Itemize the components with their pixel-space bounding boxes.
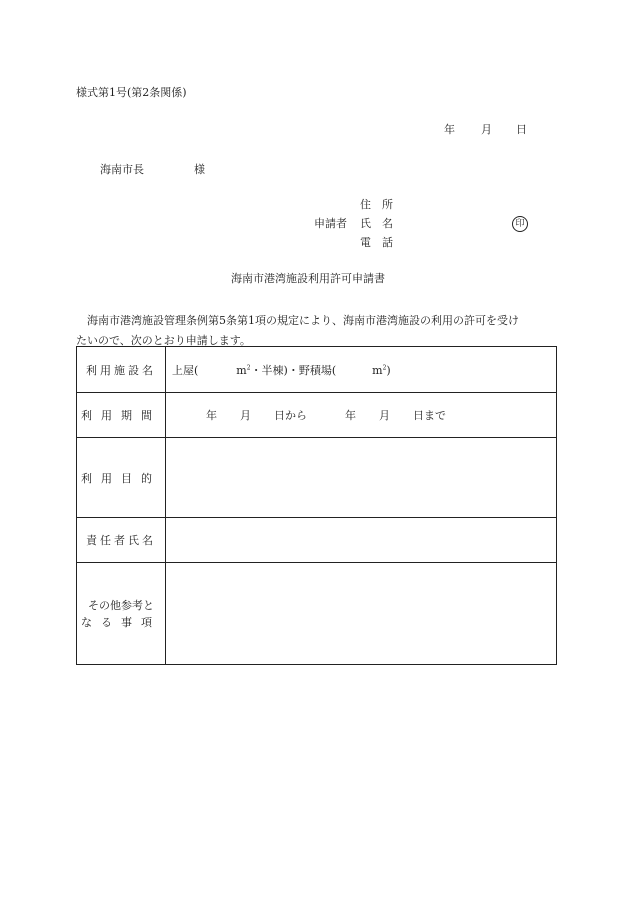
period-year1: 年 — [206, 409, 217, 422]
application-table — [76, 346, 557, 665]
date-month: 月 — [481, 123, 492, 136]
responsible-value[interactable] — [166, 518, 557, 563]
date-day: 日 — [516, 123, 527, 136]
address-label: 住 所 — [360, 198, 393, 211]
facility-unit1: m — [236, 363, 247, 377]
body-line-2: たいので、次のとおり申請します。 — [76, 334, 251, 347]
phone-label: 電 話 — [360, 236, 393, 249]
responsible-label: 責任者氏名 — [77, 518, 166, 563]
facility-label: 利用施設名 — [77, 347, 166, 393]
period-year2: 年 — [345, 409, 356, 422]
row-purpose — [77, 438, 557, 518]
facility-part2: ・半棟)・野積場( — [250, 363, 337, 377]
facility-part1: 上屋( — [172, 363, 199, 377]
row-facility — [77, 347, 557, 393]
facility-unit2: m — [372, 363, 383, 377]
period-from: 日から — [274, 409, 307, 422]
other-value[interactable] — [166, 563, 557, 665]
seal-icon — [512, 216, 528, 232]
other-label — [77, 563, 166, 665]
facility-sq2: 2 — [382, 363, 387, 371]
purpose-label: 利用目的 — [77, 438, 166, 518]
row-responsible — [77, 518, 557, 563]
facility-close: ) — [386, 363, 391, 377]
period-to: 日まで — [413, 409, 446, 422]
document-title: 海南市港湾施設利用許可申請書 — [231, 272, 385, 285]
applicant-label: 申請者 — [314, 217, 347, 230]
facility-sq1: 2 — [246, 363, 251, 371]
other-label-line2: なる事項 — [81, 615, 161, 629]
period-month1: 月 — [240, 409, 251, 422]
other-label-line1: その他参考と — [88, 598, 154, 612]
name-label: 氏 名 — [360, 217, 393, 230]
addressee-name: 海南市長 — [100, 163, 144, 176]
form-number: 様式第1号(第2条関係) — [76, 86, 187, 99]
facility-value[interactable] — [166, 347, 557, 393]
body-text — [76, 311, 557, 351]
period-value[interactable] — [166, 393, 557, 438]
period-month2: 月 — [379, 409, 390, 422]
addressee-honorific: 様 — [194, 163, 205, 176]
date-year: 年 — [444, 123, 455, 136]
row-period — [77, 393, 557, 438]
body-line-1: 海南市港湾施設管理条例第5条第1項の規定により、海南市港湾施設の利用の許可を受け — [87, 314, 519, 327]
seal-mark: 印 — [512, 216, 528, 232]
row-other — [77, 563, 557, 665]
period-label: 利用期間 — [77, 393, 166, 438]
purpose-value[interactable] — [166, 438, 557, 518]
